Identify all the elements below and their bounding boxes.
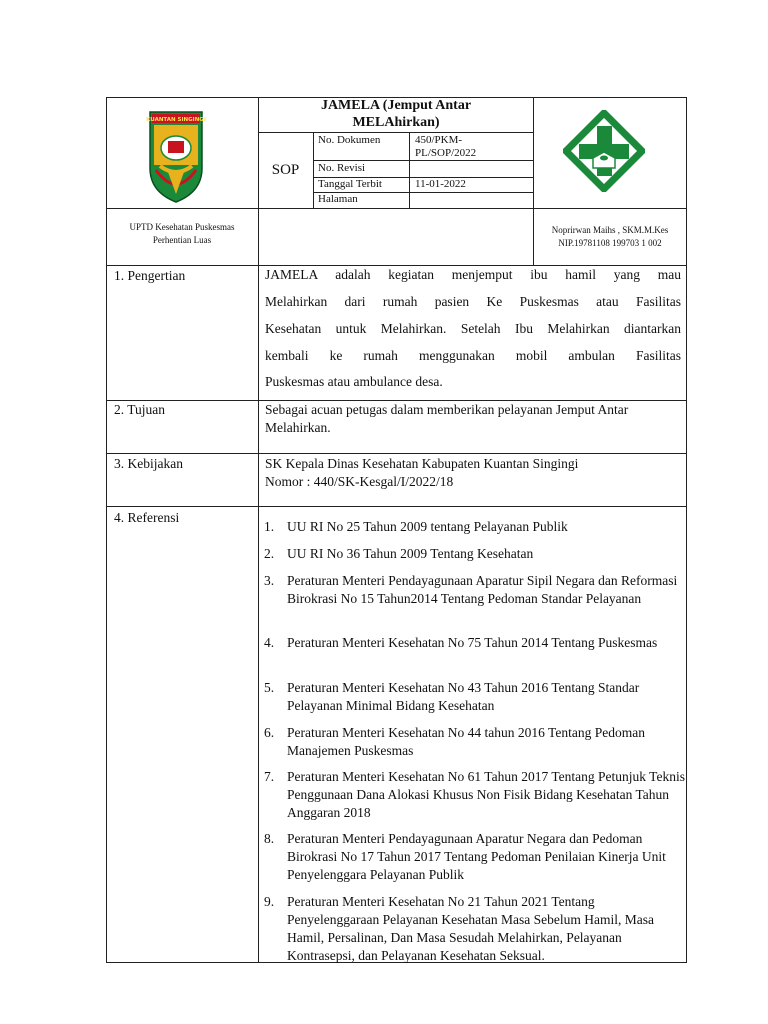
list-item-number: 6. xyxy=(264,725,275,740)
field-value-no-dokumen-1: 450/PKM- xyxy=(415,134,463,146)
list-item xyxy=(264,679,684,715)
puskesmas-logo xyxy=(563,110,645,192)
list-item xyxy=(264,634,684,670)
field-label-halaman: Halaman xyxy=(318,193,358,205)
pengertian-line-2: Melahirkan dari rumah pasien Ke Puskesmas atau Fasilitas xyxy=(265,294,681,309)
kebijakan-line-2: Nomor : 440/SK-Kesgal/I/2022/18 xyxy=(265,474,454,489)
field-label-no-dokumen: No. Dokumen xyxy=(318,134,381,146)
pengertian-line-1: JAMELA adalah kegiatan menjemput ibu hamil yang mau xyxy=(265,267,681,282)
list-item xyxy=(264,572,684,626)
list-item xyxy=(264,724,684,760)
list-item xyxy=(264,518,684,536)
list-item-text: UU RI No 25 Tahun 2009 tentang Pelayanan Publik xyxy=(287,519,568,534)
list-item xyxy=(264,893,684,965)
list-item-number: 2. xyxy=(264,546,275,561)
list-item xyxy=(264,768,684,822)
list-item-text: Peraturan Menteri Pendayagunaan Aparatur Negara dan Pedoman Birokrasi No 17 Tahun 2017 Tentang Pedoman Penilaian Kinerja Unit Penyelenggara Pelayanan Publik xyxy=(287,831,666,882)
pengertian-line-4: kembali ke rumah menggunakan mobil ambulan Fasilitas xyxy=(265,348,681,363)
list-item-number: 3. xyxy=(264,573,275,588)
list-item-text: Peraturan Menteri Kesehatan No 43 Tahun 2016 Tentang Standar Pelayanan Minimal Bidang Kesehatan xyxy=(287,680,640,713)
list-item xyxy=(264,545,684,563)
field-value-no-dokumen-2: PL/SOP/2022 xyxy=(415,147,477,159)
tujuan-line-2: Melahirkan. xyxy=(265,420,331,435)
section-label-pengertian: 1. Pengertian xyxy=(114,268,186,283)
logo-banner-text: KUANTAN SINGINGI xyxy=(146,117,206,123)
pengertian-line-5: Puskesmas atau ambulance desa. xyxy=(265,374,443,389)
list-item-text: UU RI No 36 Tahun 2009 Tentang Kesehatan xyxy=(287,546,534,561)
list-item-number: 7. xyxy=(264,769,275,784)
signer-nip: NIP.19781108 199703 1 002 xyxy=(558,238,662,248)
list-item-text: Peraturan Menteri Pendayagunaan Aparatur Sipil Negara dan Reformasi Birokrasi No 15 Tahun2014 Tentang Pedoman Standar Pelayanan xyxy=(287,573,678,606)
tujuan-line-1: Sebagai acuan petugas dalam memberikan pelayanan Jemput Antar xyxy=(265,402,629,417)
list-item-text: Peraturan Menteri Kesehatan No 44 tahun 2016 Tentang Pedoman Manajemen Puskesmas xyxy=(287,725,645,758)
field-value-tanggal-terbit: 11-01-2022 xyxy=(415,178,466,190)
kebijakan-line-1: SK Kepala Dinas Kesehatan Kabupaten Kuantan Singingi xyxy=(265,456,579,471)
list-item xyxy=(264,830,684,884)
signer-name: Noprirwan Maihs , SKM.M.Kes xyxy=(551,225,669,235)
list-item-text: Peraturan Menteri Kesehatan No 75 Tahun 2014 Tentang Puskesmas xyxy=(287,635,658,650)
document-title-line2: MELAhirkan) xyxy=(352,115,440,130)
document-title-line1: JAMELA (Jemput Antar xyxy=(320,98,472,113)
list-item-number: 1. xyxy=(264,519,275,534)
field-label-tanggal-terbit: Tanggal Terbit xyxy=(318,178,382,190)
kuantan-singingi-logo xyxy=(146,108,206,204)
list-item-number: 5. xyxy=(264,680,275,695)
section-label-kebijakan: 3. Kebijakan xyxy=(114,456,183,471)
list-item-text: Peraturan Menteri Kesehatan No 21 Tahun 2021 Tentang Penyelenggaraan Pelayanan Kesehatan Masa Sebelum Hamil, Masa Hamil, Persalinan, Dan Masa Sesudah Melahirkan, Pelayanan Kontrasepsi, dan Pelayanan Kesehatan Seksual. xyxy=(287,894,654,963)
list-item-number: 4. xyxy=(264,635,275,650)
org-name-line1: UPTD Kesehatan Puskesmas xyxy=(129,222,235,232)
field-label-no-revisi: No. Revisi xyxy=(318,162,366,174)
sop-label: SOP xyxy=(271,162,300,178)
section-label-referensi: 4. Referensi xyxy=(114,510,180,525)
pengertian-line-3: Kesehatan untuk Melahirkan. Setelah Ibu Melahirkan diantarkan xyxy=(265,321,681,336)
list-item-text: Peraturan Menteri Kesehatan No 61 Tahun 2017 Tentang Petunjuk Teknis Penggunaan Dana Alokasi Khusus Non Fisik Bidang Kesehatan Tahun Anggaran 2018 xyxy=(287,769,685,820)
org-name-line2: Perhentian Luas xyxy=(152,235,212,245)
section-label-tujuan: 2. Tujuan xyxy=(114,402,166,417)
list-item-number: 9. xyxy=(264,894,275,909)
list-item-number: 8. xyxy=(264,831,275,846)
